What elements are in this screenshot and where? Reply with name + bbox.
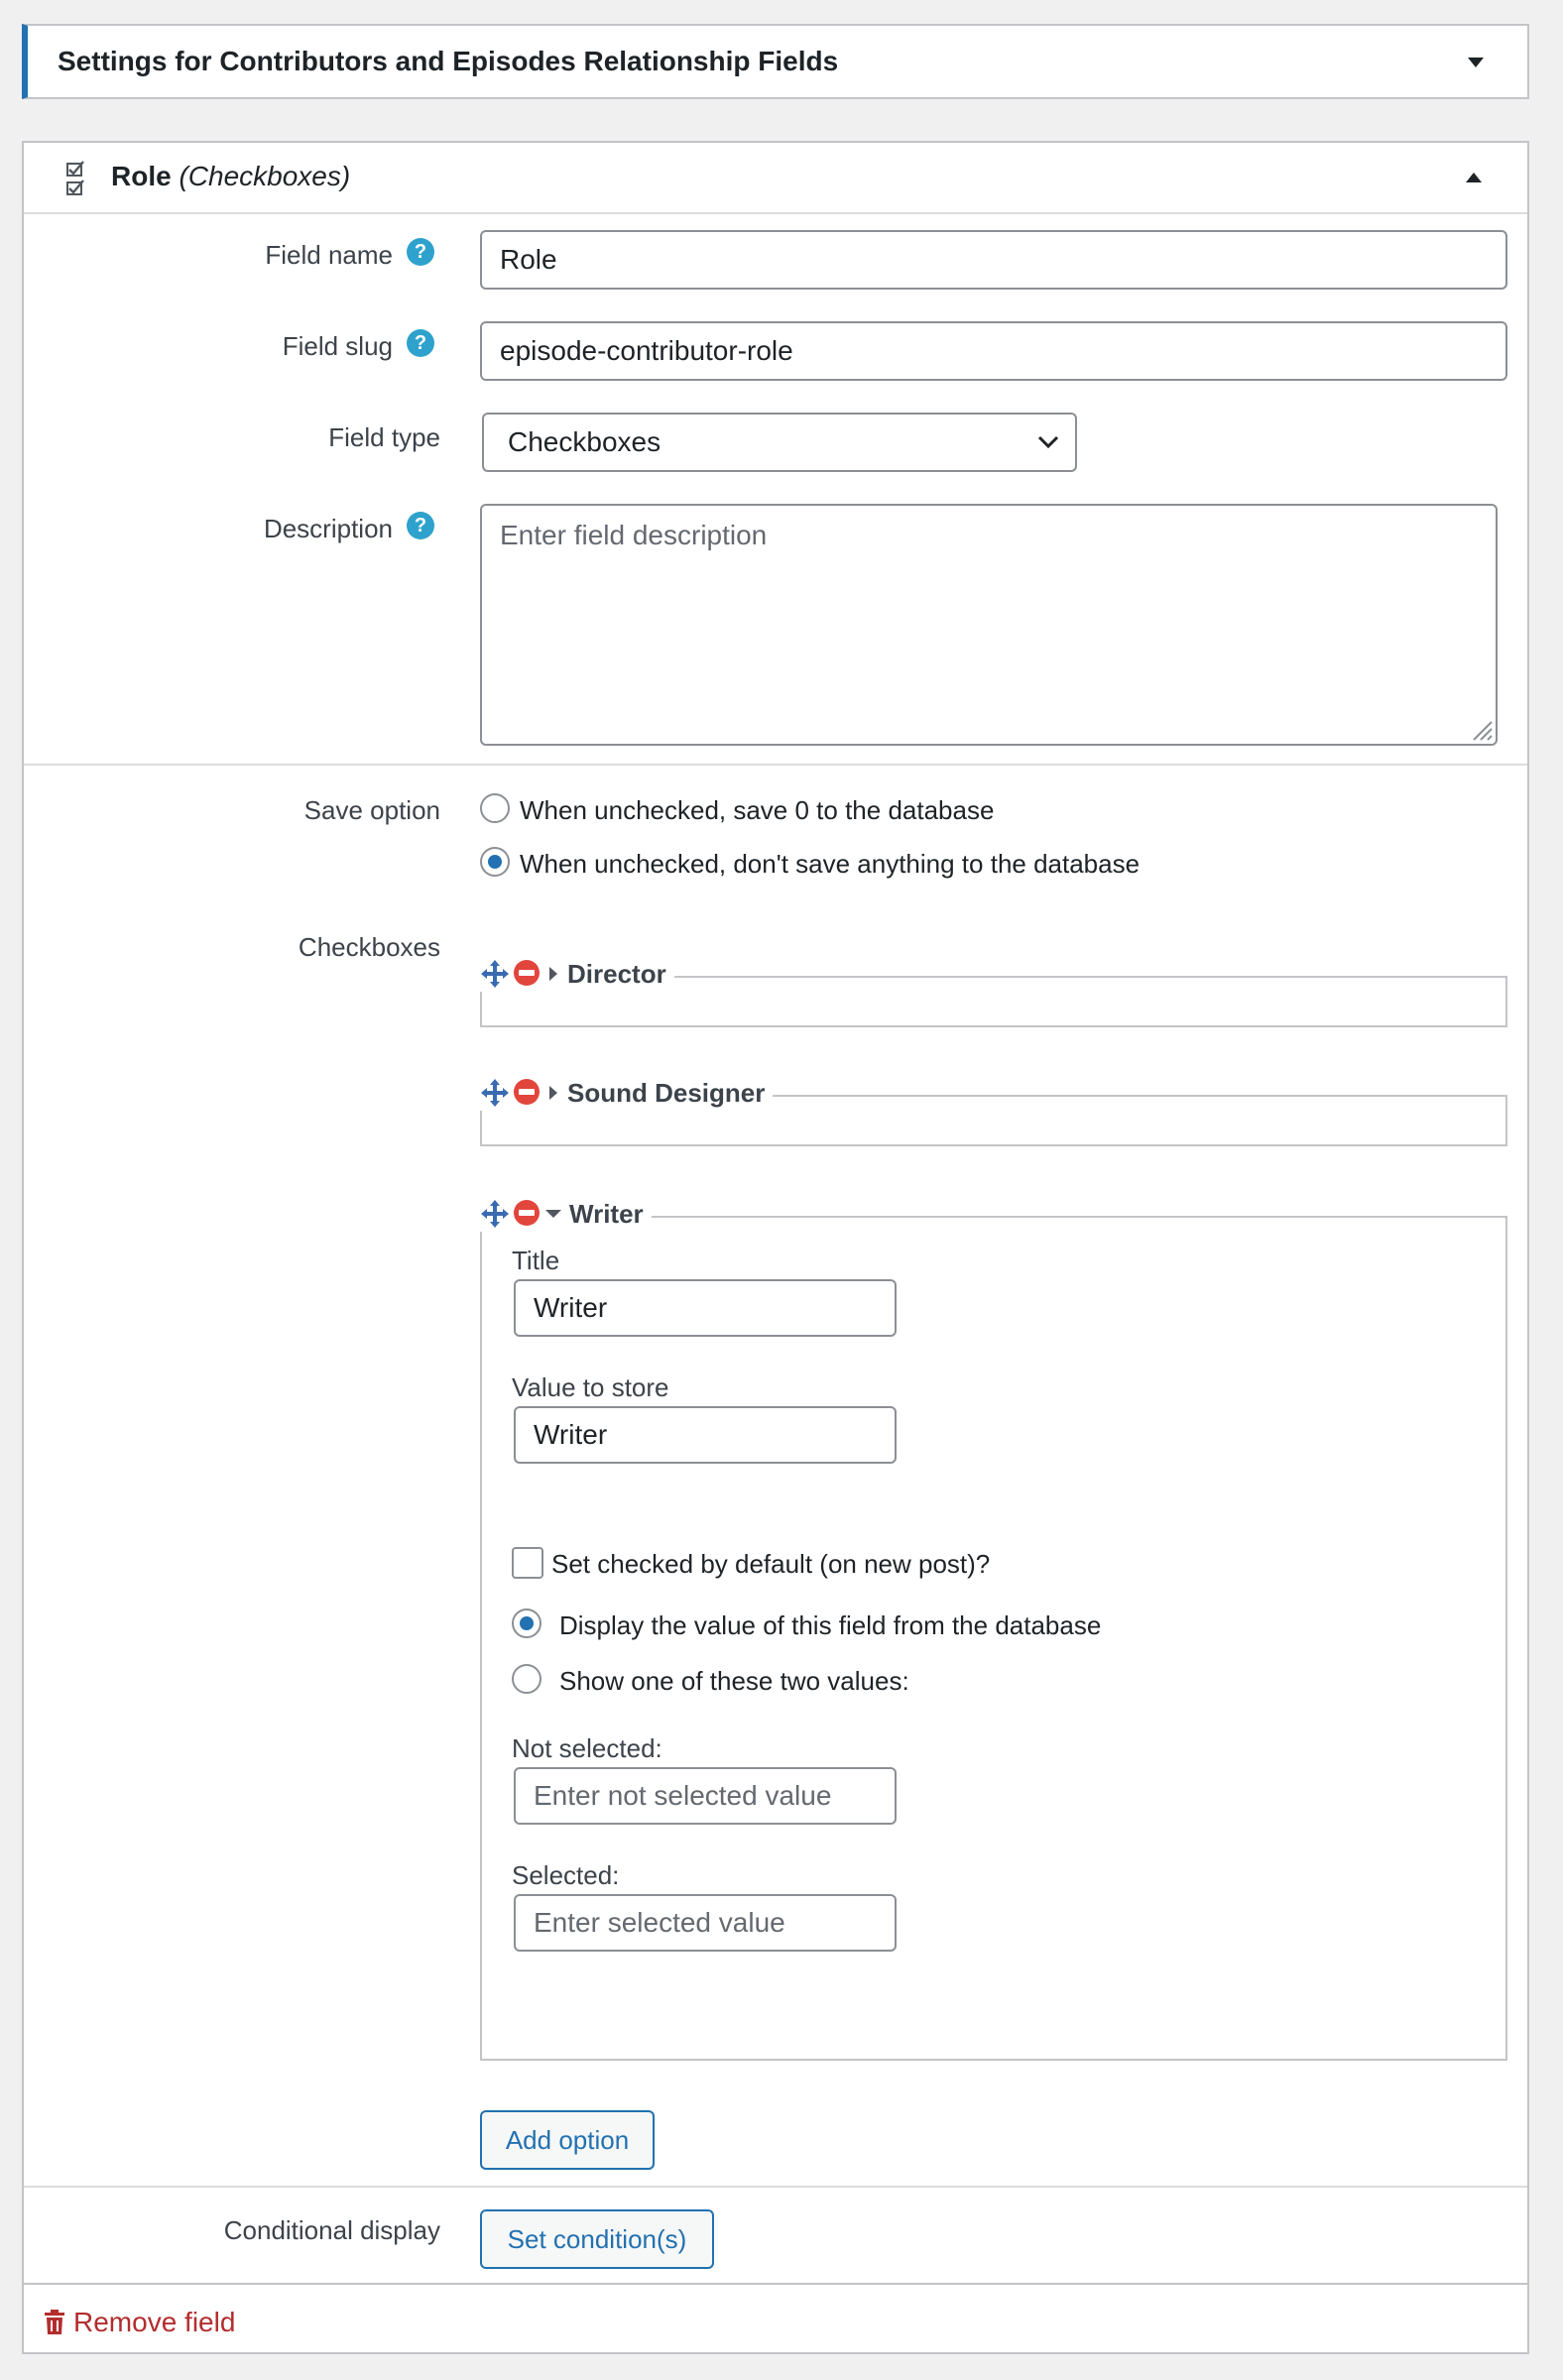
- caret-up-icon[interactable]: [1464, 171, 1484, 184]
- field-slug-label: Field slug: [282, 331, 393, 361]
- save-option-radio-nothing[interactable]: [480, 847, 510, 877]
- not-selected-placeholder: Enter not selected value: [534, 1780, 832, 1811]
- writer-title-value: Writer: [534, 1292, 608, 1323]
- remove-icon[interactable]: [512, 959, 541, 989]
- triangle-right-icon[interactable]: [545, 965, 561, 983]
- description-placeholder: Enter field description: [500, 520, 768, 550]
- option-sound-designer-legend[interactable]: [480, 1075, 773, 1111]
- settings-panel-header[interactable]: [22, 24, 1529, 99]
- remove-icon[interactable]: [512, 1199, 541, 1229]
- field-header-type: (Checkboxes): [179, 161, 351, 191]
- selected-input[interactable]: [514, 1894, 897, 1952]
- writer-value-label: Value to store: [512, 1372, 669, 1402]
- settings-panel-title: Settings for Contributors and Episodes Relationship Fields: [58, 46, 839, 76]
- field-type-select[interactable]: [482, 413, 1077, 472]
- field-name-value: Role: [500, 244, 557, 275]
- set-conditions-button[interactable]: Set condition(s): [480, 2209, 714, 2269]
- checkboxes-icon: [63, 161, 89, 200]
- writer-value-input[interactable]: [514, 1406, 897, 1464]
- save-option-label: Save option: [303, 795, 440, 825]
- save-option-nothing-label: When unchecked, don't save anything to the database: [520, 849, 1141, 879]
- show-two-values-radio[interactable]: [512, 1664, 541, 1694]
- not-selected-input[interactable]: [514, 1767, 897, 1825]
- save-option-zero-label: When unchecked, save 0 to the database: [520, 795, 995, 825]
- writer-title-label: Title: [512, 1246, 560, 1275]
- selected-label: Selected:: [512, 1860, 620, 1890]
- option-director-legend[interactable]: [480, 956, 674, 992]
- field-slug-input[interactable]: [480, 321, 1507, 381]
- triangle-right-icon[interactable]: [545, 1084, 561, 1102]
- conditional-display-label: Conditional display: [223, 2215, 440, 2245]
- field-slug-value: episode-contributor-role: [500, 335, 793, 366]
- display-db-value-label: Display the value of this field from the database: [559, 1610, 1102, 1640]
- default-checkbox[interactable]: [512, 1547, 543, 1579]
- default-checkbox-label: Set checked by default (on new post)?: [551, 1549, 991, 1579]
- option-writer-title: Writer: [569, 1198, 644, 1229]
- writer-title-input[interactable]: [514, 1279, 897, 1337]
- description-textarea[interactable]: [480, 504, 1498, 746]
- checkboxes-label: Checkboxes: [298, 932, 440, 962]
- field-type-selected: Checkboxes: [508, 426, 661, 457]
- chevron-down-icon: [1037, 434, 1059, 450]
- writer-value-value: Writer: [534, 1419, 608, 1450]
- trash-icon: [44, 2310, 65, 2335]
- footer-divider: [24, 2283, 1527, 2285]
- description-label: Description: [263, 514, 393, 543]
- move-icon[interactable]: [480, 1199, 510, 1229]
- help-icon[interactable]: ?: [407, 512, 434, 539]
- remove-icon[interactable]: [512, 1078, 541, 1108]
- save-option-radio-zero[interactable]: [480, 793, 510, 823]
- selected-placeholder: Enter selected value: [534, 1907, 785, 1938]
- add-option-button[interactable]: Add option: [480, 2110, 655, 2170]
- triangle-down-icon[interactable]: [543, 1205, 563, 1223]
- field-name-label: Field name: [265, 240, 393, 270]
- field-header[interactable]: [111, 161, 350, 192]
- conditional-divider: [24, 2186, 1527, 2188]
- show-two-values-label: Show one of these two values:: [559, 1666, 909, 1696]
- field-name-input[interactable]: [480, 230, 1507, 290]
- move-icon[interactable]: [480, 959, 510, 989]
- not-selected-label: Not selected:: [512, 1733, 662, 1763]
- option-writer-legend[interactable]: [480, 1196, 652, 1232]
- section-divider: [24, 764, 1527, 766]
- display-db-value-radio[interactable]: [512, 1608, 541, 1638]
- option-sound-designer-title: Sound Designer: [567, 1077, 766, 1108]
- field-type-label: Field type: [328, 422, 440, 452]
- header-divider: [24, 212, 1527, 214]
- remove-field-link[interactable]: [44, 2307, 235, 2338]
- help-icon[interactable]: ?: [407, 238, 434, 266]
- move-icon[interactable]: [480, 1078, 510, 1108]
- option-director-title: Director: [567, 958, 666, 989]
- remove-field-label: Remove field: [73, 2307, 236, 2337]
- caret-down-icon[interactable]: [1466, 56, 1486, 69]
- help-icon[interactable]: ?: [407, 329, 434, 357]
- resize-handle-icon[interactable]: [1470, 718, 1494, 742]
- field-header-name: Role: [111, 161, 172, 191]
